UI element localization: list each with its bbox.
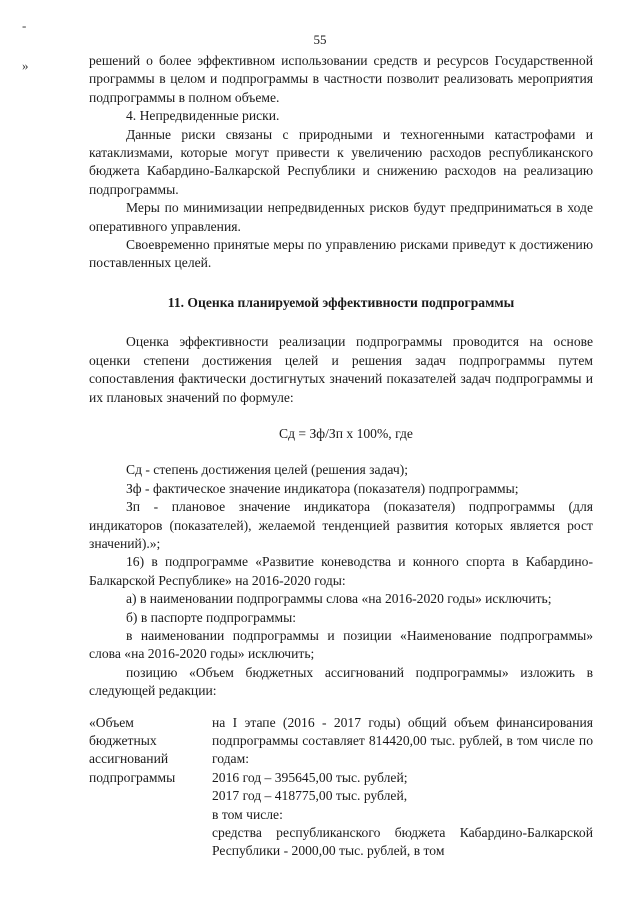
table-label-cell xyxy=(89,714,212,861)
paragraph: Данные риски связаны с природными и техногенными катастрофами и катаклизмами, которые могут привести к увеличению расходов республиканского бюджета Кабардино-Балкарской Республики и снижению расходов на реализацию подпрограммы. xyxy=(89,126,593,197)
section-heading: 11. Оценка планируемой эффективности подпрограммы xyxy=(167,294,515,310)
table-value-line: 2016 год – 395645,00 тыс. рублей; xyxy=(212,769,408,785)
amendment: б) в паспорте подпрограммы: xyxy=(126,609,297,625)
budget-table xyxy=(89,714,593,861)
amendment: в наименовании подпрограммы и позиции «Наименование подпрограммы» слова «на 2016-2020 годы» исключить; xyxy=(89,627,593,662)
table-label-line: «Объем xyxy=(89,714,134,730)
amendment: 16) в подпрограмме «Развитие коневодства и конного спорта в Кабардино-Балкарской Республике» на 2016-2020 годы: xyxy=(89,554,593,588)
definition: Зп - плановое значение индикатора (показателя) подпрограммы (для индикаторов (показателей), желаемой тенденцией развития которых является рост значений).»; xyxy=(89,499,593,551)
table-label-line: ассигнований xyxy=(89,751,169,767)
table-value-line: средства республиканского бюджета Кабардино-Балкарской Республики - 2000,00 тыс. рублей, в том xyxy=(212,825,593,859)
table-value-cell xyxy=(212,714,593,861)
paragraph: 4. Непредвиденные риски. xyxy=(126,108,280,124)
page-number: 55 xyxy=(313,32,327,47)
margin-mark: » xyxy=(22,58,29,73)
table-label-line: подпрограммы xyxy=(89,769,176,785)
paragraph: Оценка эффективности реализации подпрограммы проводится на основе оценки степени достижения целей и решения задач подпрограммы путем сопоставления фактически достигнутых значений показателей задач подпрограммы и их плановых значений по формуле: xyxy=(89,334,593,405)
table-value-line: 2017 год – 418775,00 тыс. рублей, xyxy=(212,788,408,804)
table-value-line: в том числе: xyxy=(212,806,283,822)
margin-mark: - xyxy=(22,18,27,33)
table-label-line: бюджетных xyxy=(89,733,157,748)
paragraph: решений о более эффективном использовании средств и ресурсов Государственной программы в целом и подпрограммы в частности позволит реализовать мероприятия подпрограммы в полном объеме. xyxy=(89,53,593,105)
definition: Сд - степень достижения целей (решения задач); xyxy=(126,462,409,478)
document-body xyxy=(89,52,593,861)
amendment: а) в наименовании подпрограммы слова «на 2016-2020 годы» исключить; xyxy=(126,591,552,607)
definition: Зф - фактическое значение индикатора (показателя) подпрограммы; xyxy=(126,480,519,496)
table-value-line: на I этапе (2016 - 2017 годы) общий объем финансирования подпрограммы составляет 814420,00 тыс. рублей, в том числе по годам: xyxy=(212,714,593,767)
paragraph: Меры по минимизации непредвиденных рисков будут предприниматься в ходе оперативного управления. xyxy=(89,200,593,234)
formula: Сд = Зф/Зп x 100%, где xyxy=(279,425,413,441)
paragraph: Своевременно принятые меры по управлению рисками приведут к достижению поставленных целей. xyxy=(89,237,593,271)
amendment: позицию «Объем бюджетных ассигнований подпрограммы» изложить в следующей редакции: xyxy=(89,664,593,699)
